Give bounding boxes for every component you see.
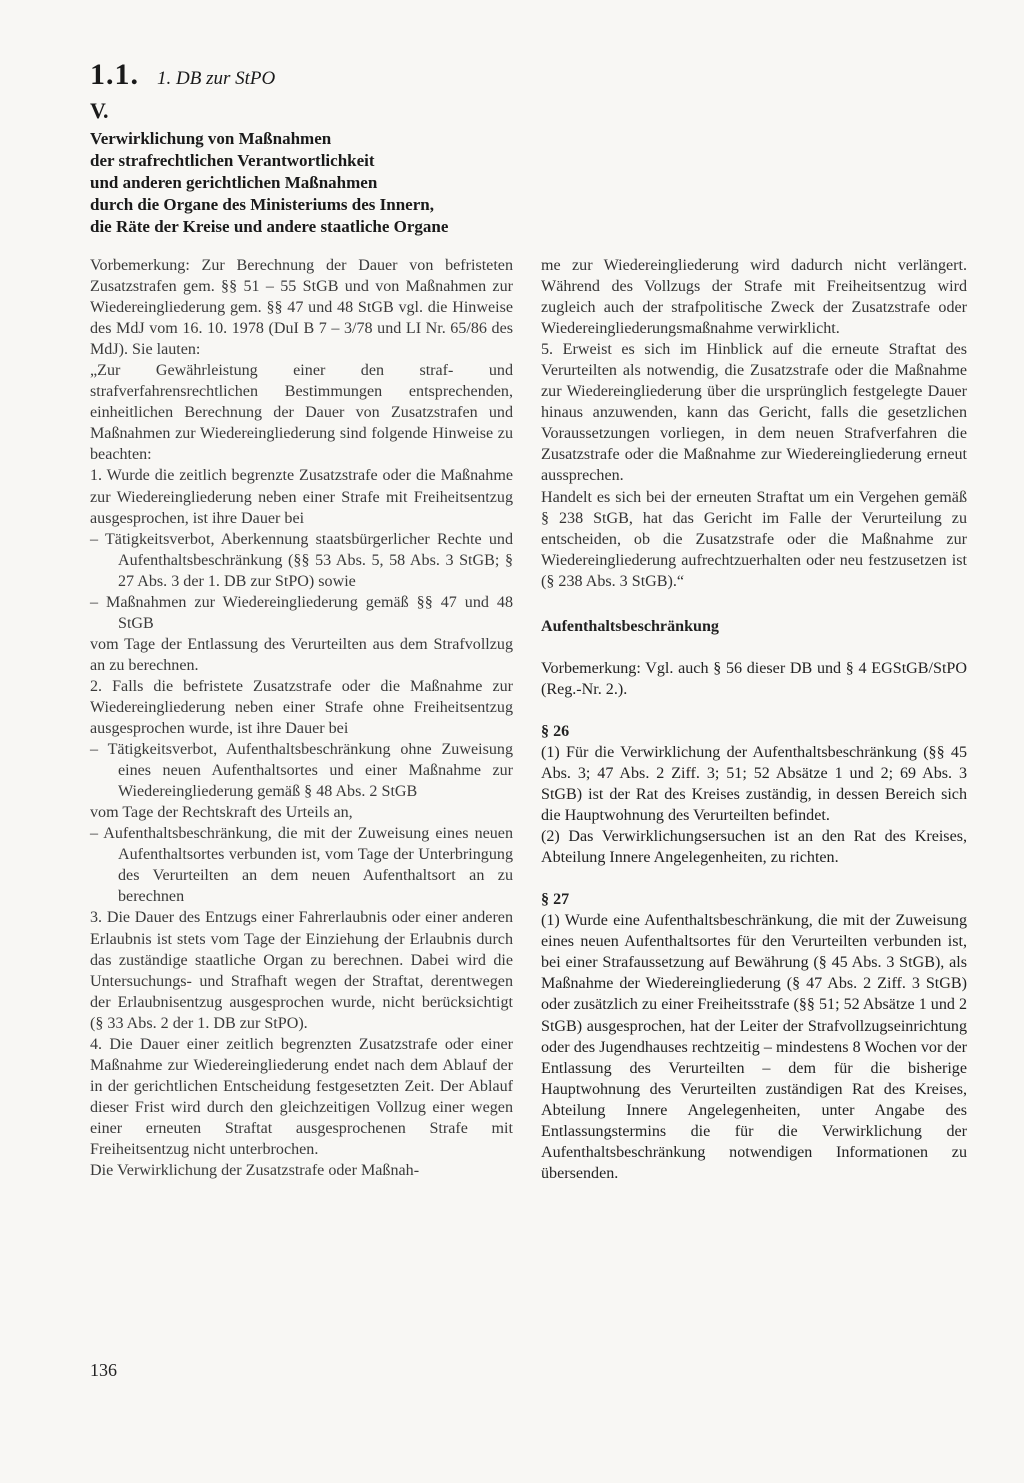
chapter-subtitle: 1. DB zur StPO [157,68,276,89]
paragraph-1: 1. Wurde die zeitlich begrenzte Zusatzstrafe oder die Maßnahme zur Wiedereingliederung neben einer Strafe mit Freiheitsentzug ausgesprochen, ist ihre Dauer bei [90,467,513,527]
paragraph-5-end: Handelt es sich bei der erneuten Straftat um ein Vergehen gemäß § 238 StGB, hat das Gericht im Falle der Verurteilung zu entscheiden, ob die Zusatzstrafe oder die Maßnahme zur Wiedereingliederung aufrechtzuerhalten oder neu festzusetzen ist (§ 238 Abs. 3 StGB).“ [541,488,967,590]
section-title-line: der strafrechtlichen Verantwortlichkeit [90,151,375,170]
section-27-clause-1: (1) Wurde eine Aufenthaltsbeschränkung, die mit der Zuweisung eines neuen Aufenthaltsortes für den Verurteilten verbunden ist, bei einer Strafaussetzung auf Bewährung (§ 45 Abs. 3 StGB), als Maßnahme der Wiedereingliederung (§ 47 Abs. 2 Ziff. 3 StGB) oder zusätzlich zu einer Freiheitsstrafe (§§ 51; 52 Absätze 1 und 2 StGB) ausgesprochen, hat der Leiter der Strafvollzugseinrichtung oder des Jugendhauses rechtzeitig – mindestens 8 Wochen vor der Entlassung des Verurteilten – dem für die bisherige Hauptwohnung des Verurteilten zuständigen Rat des Kreises, Abteilung Innere Angelegenheiten, unter Angabe des Entlassungstermins die für die Verwirklichung der Aufenthaltsbeschränkung notwendigen Informationen zu übersenden. [541,912,967,1182]
section-title-line: Verwirklichung von Maßnahmen [90,129,332,148]
quote-intro: „Zur Gewährleistung einer den straf- und strafverfahrensrechtlichen Bestimmungen entsprechenden, einheitlichen Berechnung der Dauer von Zusatzstrafen und Maßnahmen zur Wiedereingliederung sind folgende Hinweise zu beachten: [90,362,513,464]
dash-item: – Tätigkeitsverbot, Aufenthaltsbeschränkung ohne Zuweisung eines neuen Aufenthaltsortes und einer Maßnahme zur Wiedereingliederung gemäß § 48 Abs. 2 StGB [90,741,513,801]
right-column [541,255,967,1184]
paragraph-1-end: vom Tage der Entlassung des Verurteilten aus dem Strafvollzug an zu berechnen. [90,635,513,674]
paragraph-5: 5. Erweist es sich im Hinblick auf die erneute Straftat des Verurteilten als notwendig, die Zusatzstrafe oder die Maßnahme zur Wiedereingliederung über die ursprünglich festgelegte Dauer hinaus anzuwenden, kann das Gericht, falls die gesetzlichen Voraussetzungen vorliegen, in dem neuen Strafverfahren die Zusatzstrafe oder die Maßnahme zur Wiedereingliederung erneut aussprechen. [541,341,967,485]
left-column [90,255,513,1181]
section-roman-numeral: V. [90,98,109,123]
paragraph-4-continued: Die Verwirklichung der Zusatzstrafe oder Maßnah- [90,1162,420,1180]
paragraph-2-end: vom Tage der Rechtskraft des Urteils an, [90,804,353,822]
running-header [90,58,275,92]
section-title-line: die Räte der Kreise und andere staatliche Organe [90,217,449,236]
section-title-line: und anderen gerichtlichen Maßnahmen [90,173,378,192]
paragraph-3: 3. Die Dauer des Entzugs einer Fahrerlaubnis oder einer anderen Erlaubnis ist stets vom Tage der Einziehung der Erlaubnis durch das zuständige staatliche Organ zu berechnen. Dabei wird die Untersuchungs- und Strafhaft wegen der Straftat, derentwegen der Erlaubnisentzug ausgesprochen wurde, nicht berücksichtigt (§ 33 Abs. 2 der 1. DB zur StPO). [90,909,513,1032]
paragraph-4-continuation: me zur Wiedereingliederung wird dadurch nicht verlängert. Während des Vollzugs der Strafe mit Freiheitsentzug wird zugleich auch der strafpolitische Zweck der Zusatzstrafe oder Wiedereingliederungsmaßnahme verwirklicht. [541,257,967,338]
page-number: 136 [90,1360,117,1380]
subsection-heading: Aufenthaltsbeschränkung [541,617,719,635]
paragraph-heading-27: § 27 [541,891,570,909]
section-title-line: durch die Organe des Ministeriums des Innern, [90,195,434,214]
preliminary-note: Vorbemerkung: Zur Berechnung der Dauer von befristeten Zusatzstrafen gem. §§ 51 – 55 StGB und von Maßnahmen zur Wiedereingliederung gem. §§ 47 und 48 StGB vgl. die Hinweise des MdJ vom 16. 10. 1978 (DuI B 7 – 3/78 und LI Nr. 65/86 des MdJ). Sie lauten: [90,257,513,359]
section-26-clause-2: (2) Das Verwirklichungsersuchen ist an den Rat des Kreises, Abteilung Innere Angelegenheiten, zu richten. [541,828,967,867]
paragraph-2: 2. Falls die befristete Zusatzstrafe oder die Maßnahme zur Wiedereingliederung neben einer Strafe ohne Freiheitsentzug ausgesprochen wurde, ist ihre Dauer bei [90,677,513,738]
dash-item: – Aufenthaltsbeschränkung, die mit der Zuweisung eines neuen Aufenthaltsortes verbunden ist, vom Tage der Unterbringung des Verurteilten an dem neuen Aufenthaltsort an zu berechnen [90,825,513,906]
paragraph-heading-26: § 26 [541,722,570,740]
dash-item: – Maßnahmen zur Wiedereingliederung gemäß §§ 47 und 48 StGB [90,593,513,632]
chapter-number: 1.1. [90,58,139,91]
paragraph-4: 4. Die Dauer einer zeitlich begrenzten Zusatzstrafe oder einer Maßnahme zur Wiedereingliederung endet nach dem Ablauf der in der gerichtlichen Entscheidung festgesetzten Zeit. Der Ablauf dieser Frist wird durch den gleichzeitigen Vollzug einer wegen einer erneuten Straftat ausgesprochenen Strafe mit Freiheitsentzug nicht unterbrochen. [90,1035,513,1158]
preliminary-note: Vorbemerkung: Vgl. auch § 56 dieser DB und § 4 EGStGB/StPO (Reg.-Nr. 2.). [541,659,967,698]
dash-item: – Tätigkeitsverbot, Aberkennung staatsbürgerlicher Rechte und Aufenthaltsbeschränkung (§§ 53 Abs. 5, 58 Abs. 3 StGB; § 27 Abs. 3 der 1. DB zur StPO) sowie [90,530,513,590]
section-26-clause-1: (1) Für die Verwirklichung der Aufenthaltsbeschränkung (§§ 45 Abs. 3; 47 Abs. 2 Ziff. 3; 51; 52 Absätze 1 und 2; 69 Abs. 3 StGB) ist der Rat des Kreises zuständig, in dessen Bereich sich die Hauptwohnung des Verurteilten befindet. [541,743,967,825]
section-title [90,128,530,238]
